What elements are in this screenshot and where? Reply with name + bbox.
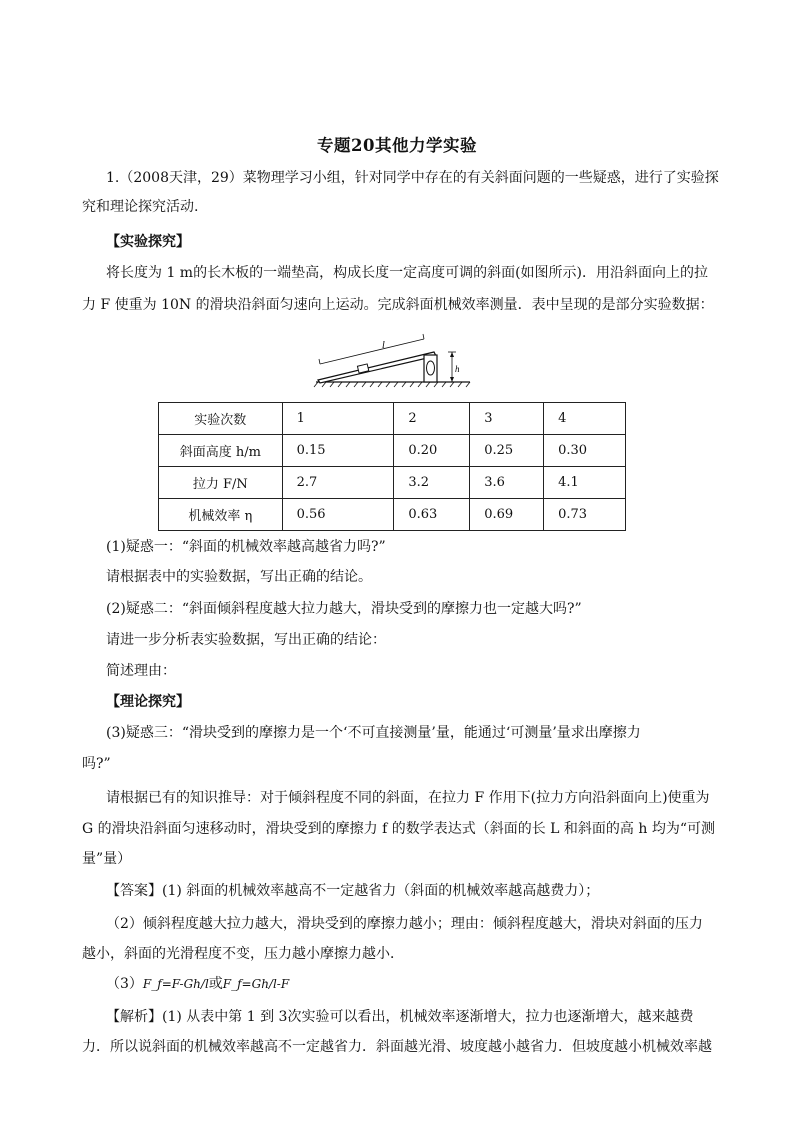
answer-line-4-prefix: （3）: [106, 976, 143, 992]
table-cell: 0.63: [394, 499, 470, 531]
doubt-2-reason: 简述理由：: [106, 663, 176, 679]
experiment-text-line-1: 将长度为 1 m的长木板的一端垫高，构成长度一定高度可调的斜面(如图所示)．用沿斜面向上的拉: [106, 265, 709, 281]
analysis-line-1: 【解析】(1) 从表中第 1 到 3次实验可以看出，机械效率逐渐增大，拉力也逐渐增大，越来越费: [106, 1009, 694, 1025]
table-cell: 3.6: [470, 467, 544, 499]
experiment-data-table: [158, 402, 626, 531]
answer-line-3: 越小，斜面的光滑程度不变，压力越小摩擦力越小．: [82, 946, 404, 962]
doubt-3-line-2: 吗?”: [82, 756, 111, 772]
incline-diagram: [312, 330, 472, 392]
theory-heading: 【理论探究】: [106, 694, 190, 710]
table-cell: 0.25: [470, 435, 544, 467]
doubt-2: (2)疑惑二：“斜面倾斜程度越大拉力越大，滑块受到的摩擦力也一定越大吗?”: [106, 601, 582, 617]
formula-1: F_f=F-Gh/l: [142, 977, 209, 991]
table-cell: 3: [470, 403, 544, 435]
doubt-3-request-line-3: 量”量）: [82, 851, 132, 867]
table-cell: 4.1: [544, 467, 626, 499]
table-cell: 0.30: [544, 435, 626, 467]
doubt-3-line-1: (3)疑惑三：“滑块受到的摩擦力是一个‘不可直接测量’量，能通过‘可测量’量求出摩擦力: [106, 725, 641, 741]
table-row: [159, 499, 626, 531]
table-row-label: 实验次数: [159, 403, 283, 435]
doubt-1: (1)疑惑一：“斜面的机械效率越高越省力吗?”: [106, 539, 386, 555]
table-cell: 0.20: [394, 435, 470, 467]
table-row-label: 拉力 F/N: [159, 467, 283, 499]
doubt-3-request-line-2: G 的滑块沿斜面匀速移动时，滑块受到的摩擦力 f 的数学表达式（斜面的长 L 和斜面的高 h 均为“可测: [82, 821, 715, 837]
analysis-line-2: 力．所以说斜面的机械效率越高不一定越省力．斜面越光滑、坡度越小越省力．但坡度越小机械效率越: [82, 1039, 712, 1055]
table-cell: 2.7: [282, 467, 394, 499]
table-cell: 1: [282, 403, 394, 435]
table-cell: 4: [544, 403, 626, 435]
table-cell: 3.2: [394, 467, 470, 499]
table-row: [159, 435, 626, 467]
table-cell: 0.15: [282, 435, 394, 467]
table-row-label: 机械效率 η: [159, 499, 283, 531]
answer-line-4: [82, 970, 738, 999]
doubt-3-request-line-1: 请根据已有的知识推导：对于倾斜程度不同的斜面，在拉力 F 作用下(拉力方向沿斜面向上)使重为: [106, 790, 710, 806]
table-cell: 0.69: [470, 499, 544, 531]
doubt-1-request: 请根据表中的实验数据，写出正确的结论。: [106, 569, 372, 585]
table-cell: 0.56: [282, 499, 394, 531]
table-row-label: 斜面高度 h/m: [159, 435, 283, 467]
experiment-text-line-2: 力 F 使重为 10N 的滑块沿斜面匀速向上运动。完成斜面机械效率测量．表中呈现的是部分实验数据：: [82, 297, 714, 313]
experiment-heading: 【实验探究】: [106, 234, 190, 250]
diagram-label-l: l: [382, 340, 385, 351]
table-row: [159, 403, 626, 435]
question-1-line-2: 究和理论探究活动.: [82, 199, 199, 215]
page-title: 专题20其他力学实验: [317, 136, 477, 155]
table-cell: 0.73: [544, 499, 626, 531]
formula-or: 或: [208, 976, 223, 992]
answer-line-1: 【答案】(1) 斜面的机械效率越高不一定越省力（斜面的机械效率越高越费力）；: [106, 883, 600, 899]
doubt-2-request: 请进一步分析表实验数据，写出正确的结论：: [106, 632, 386, 648]
answer-line-2: （2）倾斜程度越大拉力越大，滑块受到的摩擦力越小；理由：倾斜程度越大，滑块对斜面的压力: [106, 916, 703, 932]
question-1-line-1: 1.（2008天津，29）菜物理学习小组，针对同学中存在的有关斜面问题的一些疑惑，进行了实验探: [106, 170, 719, 186]
formula-2: F_f=Gh/l-F: [222, 977, 290, 991]
table-row: [159, 467, 626, 499]
table-cell: 2: [394, 403, 470, 435]
diagram-label-h: h: [455, 364, 460, 374]
